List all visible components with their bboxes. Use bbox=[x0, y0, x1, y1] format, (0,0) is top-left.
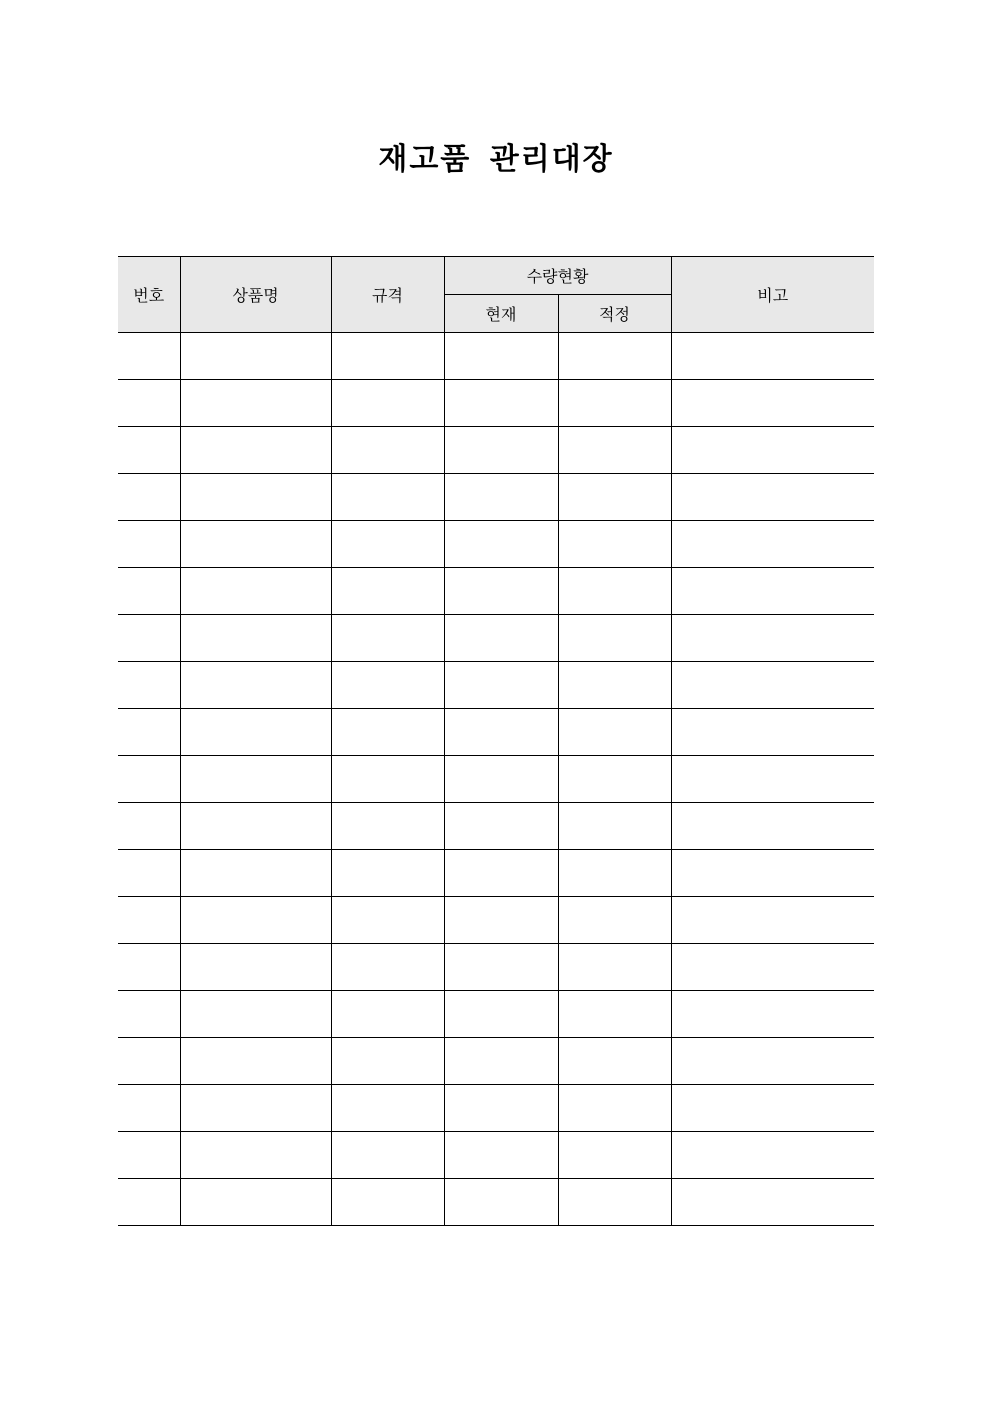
proper-qty-cell[interactable] bbox=[558, 1085, 671, 1132]
current-qty-cell[interactable] bbox=[444, 1179, 558, 1226]
current-qty-cell[interactable] bbox=[444, 756, 558, 803]
product-name-cell[interactable] bbox=[180, 897, 331, 944]
proper-qty-cell[interactable] bbox=[558, 662, 671, 709]
remarks-cell[interactable] bbox=[671, 380, 874, 427]
specification-cell[interactable] bbox=[331, 521, 444, 568]
proper-qty-cell[interactable] bbox=[558, 1179, 671, 1226]
current-qty-cell[interactable] bbox=[444, 850, 558, 897]
header-remarks: 비고 bbox=[671, 257, 874, 333]
table-row bbox=[118, 427, 874, 474]
number-cell[interactable] bbox=[118, 897, 180, 944]
product-name-cell[interactable] bbox=[180, 991, 331, 1038]
remarks-cell[interactable] bbox=[671, 521, 874, 568]
product-name-cell[interactable] bbox=[180, 427, 331, 474]
proper-qty-cell[interactable] bbox=[558, 944, 671, 991]
table-row bbox=[118, 709, 874, 756]
number-cell[interactable] bbox=[118, 803, 180, 850]
remarks-cell[interactable] bbox=[671, 474, 874, 521]
specification-cell[interactable] bbox=[331, 427, 444, 474]
table-row bbox=[118, 474, 874, 521]
product-name-cell[interactable] bbox=[180, 709, 331, 756]
product-name-cell[interactable] bbox=[180, 1179, 331, 1226]
current-qty-cell[interactable] bbox=[444, 944, 558, 991]
product-name-cell[interactable] bbox=[180, 1038, 331, 1085]
remarks-cell[interactable] bbox=[671, 427, 874, 474]
product-name-cell[interactable] bbox=[180, 1132, 331, 1179]
remarks-cell[interactable] bbox=[671, 1179, 874, 1226]
specification-cell[interactable] bbox=[331, 850, 444, 897]
specification-cell[interactable] bbox=[331, 803, 444, 850]
proper-qty-cell[interactable] bbox=[558, 803, 671, 850]
current-qty-cell[interactable] bbox=[444, 709, 558, 756]
product-name-cell[interactable] bbox=[180, 474, 331, 521]
remarks-cell[interactable] bbox=[671, 897, 874, 944]
inventory-ledger-table bbox=[118, 256, 874, 1226]
remarks-cell[interactable] bbox=[671, 756, 874, 803]
product-name-cell[interactable] bbox=[180, 756, 331, 803]
specification-cell[interactable] bbox=[331, 380, 444, 427]
number-cell[interactable] bbox=[118, 944, 180, 991]
remarks-cell[interactable] bbox=[671, 991, 874, 1038]
product-name-cell[interactable] bbox=[180, 615, 331, 662]
table-row bbox=[118, 662, 874, 709]
table-row bbox=[118, 615, 874, 662]
remarks-cell[interactable] bbox=[671, 568, 874, 615]
specification-cell[interactable] bbox=[331, 709, 444, 756]
specification-cell[interactable] bbox=[331, 662, 444, 709]
specification-cell[interactable] bbox=[331, 897, 444, 944]
number-cell[interactable] bbox=[118, 1085, 180, 1132]
proper-qty-cell[interactable] bbox=[558, 427, 671, 474]
remarks-cell[interactable] bbox=[671, 1132, 874, 1179]
table-header bbox=[118, 257, 874, 333]
remarks-cell[interactable] bbox=[671, 803, 874, 850]
remarks-cell[interactable] bbox=[671, 333, 874, 380]
product-name-cell[interactable] bbox=[180, 662, 331, 709]
table-body bbox=[118, 333, 874, 1226]
proper-qty-cell[interactable] bbox=[558, 709, 671, 756]
product-name-cell[interactable] bbox=[180, 850, 331, 897]
product-name-cell[interactable] bbox=[180, 333, 331, 380]
proper-qty-cell[interactable] bbox=[558, 756, 671, 803]
specification-cell[interactable] bbox=[331, 568, 444, 615]
proper-qty-cell[interactable] bbox=[558, 1038, 671, 1085]
document-title: 재고품 관리대장 bbox=[378, 142, 614, 177]
table-row bbox=[118, 803, 874, 850]
current-qty-cell[interactable] bbox=[444, 521, 558, 568]
table-row bbox=[118, 1132, 874, 1179]
remarks-cell[interactable] bbox=[671, 615, 874, 662]
specification-cell[interactable] bbox=[331, 1132, 444, 1179]
header-proper: 적정 bbox=[558, 295, 671, 333]
proper-qty-cell[interactable] bbox=[558, 850, 671, 897]
proper-qty-cell[interactable] bbox=[558, 1132, 671, 1179]
current-qty-cell[interactable] bbox=[444, 897, 558, 944]
header-product-name: 상품명 bbox=[180, 257, 331, 333]
header-quantity-status: 수량현황 bbox=[444, 257, 671, 295]
number-cell[interactable] bbox=[118, 756, 180, 803]
specification-cell[interactable] bbox=[331, 333, 444, 380]
remarks-cell[interactable] bbox=[671, 1038, 874, 1085]
number-cell[interactable] bbox=[118, 1038, 180, 1085]
number-cell[interactable] bbox=[118, 380, 180, 427]
product-name-cell[interactable] bbox=[180, 803, 331, 850]
remarks-cell[interactable] bbox=[671, 662, 874, 709]
number-cell[interactable] bbox=[118, 709, 180, 756]
current-qty-cell[interactable] bbox=[444, 1132, 558, 1179]
header-specification: 규격 bbox=[331, 257, 444, 333]
current-qty-cell[interactable] bbox=[444, 1038, 558, 1085]
product-name-cell[interactable] bbox=[180, 521, 331, 568]
proper-qty-cell[interactable] bbox=[558, 474, 671, 521]
proper-qty-cell[interactable] bbox=[558, 380, 671, 427]
table-row bbox=[118, 1038, 874, 1085]
proper-qty-cell[interactable] bbox=[558, 521, 671, 568]
proper-qty-cell[interactable] bbox=[558, 897, 671, 944]
proper-qty-cell[interactable] bbox=[558, 333, 671, 380]
current-qty-cell[interactable] bbox=[444, 427, 558, 474]
specification-cell[interactable] bbox=[331, 1038, 444, 1085]
header-number: 번호 bbox=[118, 257, 180, 333]
number-cell[interactable] bbox=[118, 615, 180, 662]
remarks-cell[interactable] bbox=[671, 944, 874, 991]
table-row bbox=[118, 1179, 874, 1226]
number-cell[interactable] bbox=[118, 474, 180, 521]
product-name-cell[interactable] bbox=[180, 1085, 331, 1132]
table-row bbox=[118, 333, 874, 380]
current-qty-cell[interactable] bbox=[444, 615, 558, 662]
table-row bbox=[118, 850, 874, 897]
current-qty-cell[interactable] bbox=[444, 991, 558, 1038]
current-qty-cell[interactable] bbox=[444, 333, 558, 380]
current-qty-cell[interactable] bbox=[444, 803, 558, 850]
number-cell[interactable] bbox=[118, 662, 180, 709]
table-row bbox=[118, 568, 874, 615]
specification-cell[interactable] bbox=[331, 1179, 444, 1226]
specification-cell[interactable] bbox=[331, 1085, 444, 1132]
current-qty-cell[interactable] bbox=[444, 568, 558, 615]
number-cell[interactable] bbox=[118, 1132, 180, 1179]
current-qty-cell[interactable] bbox=[444, 1085, 558, 1132]
proper-qty-cell[interactable] bbox=[558, 568, 671, 615]
remarks-cell[interactable] bbox=[671, 709, 874, 756]
specification-cell[interactable] bbox=[331, 944, 444, 991]
table-row bbox=[118, 1085, 874, 1132]
specification-cell[interactable] bbox=[331, 756, 444, 803]
remarks-cell[interactable] bbox=[671, 850, 874, 897]
header-current: 현재 bbox=[444, 295, 558, 333]
specification-cell[interactable] bbox=[331, 991, 444, 1038]
proper-qty-cell[interactable] bbox=[558, 615, 671, 662]
specification-cell[interactable] bbox=[331, 615, 444, 662]
specification-cell[interactable] bbox=[331, 474, 444, 521]
table-row bbox=[118, 897, 874, 944]
number-cell[interactable] bbox=[118, 568, 180, 615]
number-cell[interactable] bbox=[118, 850, 180, 897]
product-name-cell[interactable] bbox=[180, 380, 331, 427]
current-qty-cell[interactable] bbox=[444, 662, 558, 709]
current-qty-cell[interactable] bbox=[444, 474, 558, 521]
number-cell[interactable] bbox=[118, 427, 180, 474]
number-cell[interactable] bbox=[118, 521, 180, 568]
table-row bbox=[118, 521, 874, 568]
number-cell[interactable] bbox=[118, 991, 180, 1038]
proper-qty-cell[interactable] bbox=[558, 991, 671, 1038]
current-qty-cell[interactable] bbox=[444, 380, 558, 427]
table-row bbox=[118, 380, 874, 427]
product-name-cell[interactable] bbox=[180, 568, 331, 615]
remarks-cell[interactable] bbox=[671, 1085, 874, 1132]
product-name-cell[interactable] bbox=[180, 944, 331, 991]
number-cell[interactable] bbox=[118, 333, 180, 380]
table-row bbox=[118, 944, 874, 991]
number-cell[interactable] bbox=[118, 1179, 180, 1226]
table-row bbox=[118, 991, 874, 1038]
table-row bbox=[118, 756, 874, 803]
